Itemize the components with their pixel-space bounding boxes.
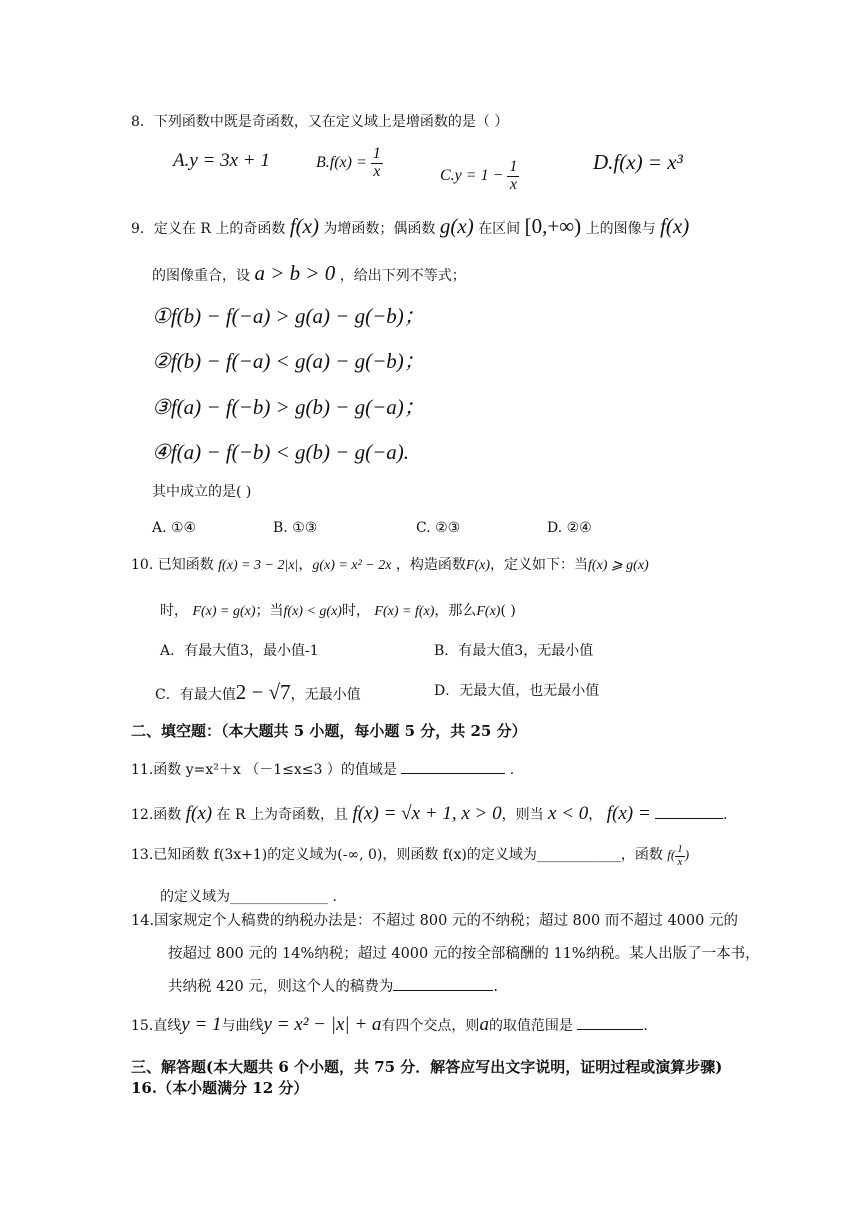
q14-line-1: 14.国家规定个人稿费的纳税办法是：不超过 800 元的不纳税；超过 800 而不超过 4000 元的 <box>131 913 738 929</box>
q15-text-d: 的取值范围是 <box>488 1018 573 1034</box>
q10-text-h: ( ) <box>500 603 516 619</box>
q10-text-a: 10. 已知函数 <box>131 557 214 573</box>
q12-condition: f(x) = √x + 1, x > 0 <box>352 803 502 824</box>
q12-text-c: ，则当 <box>501 807 544 823</box>
q10-option-a: A．有最大值3，最小值-1 <box>160 643 319 659</box>
q11-answer-blank[interactable] <box>401 773 505 774</box>
q9-line-2 <box>152 261 466 286</box>
q10-case-2: F(x) = f(x) <box>374 604 435 619</box>
q8-option-b-fraction <box>371 146 383 181</box>
q13-f-of-reciprocal <box>667 843 690 868</box>
q12-text-b: 在 R 上为奇函数，且 <box>216 807 348 823</box>
q13-line-1 <box>131 844 689 868</box>
q12-text-a: 12.函数 <box>131 807 182 823</box>
q9-text-a: 9．定义在 R 上的奇函数 <box>131 221 286 237</box>
q8-option-c <box>440 159 519 194</box>
q15-var: a <box>479 1014 489 1035</box>
q9-condition: a > b > 0 <box>254 261 336 285</box>
q14-text: 共纳税 420 元，则这个人的稿费为 <box>168 979 394 995</box>
q8-stem: 8．下列函数中既是奇函数，又在定义域上是增函数的是（ ） <box>131 114 509 130</box>
q9-fx: f(x) <box>289 214 319 238</box>
numerator: 1 <box>372 145 381 162</box>
q9-interval: [0,+∞) <box>524 214 582 238</box>
q10-option-c <box>155 680 361 705</box>
q13-line-2: 的定义域为______________ . <box>160 889 337 905</box>
q9-line-1 <box>131 214 689 239</box>
q15-curve-eq: y = x² − |x| + a <box>263 1014 382 1035</box>
q10-option-c-prefix: C．有最大值 <box>155 687 236 703</box>
q15-text-c: 有四个交点，则 <box>381 1018 480 1034</box>
q12-tail: . <box>723 807 728 823</box>
q14-line-3 <box>168 979 498 996</box>
q9-option-b: B. ①③ <box>273 520 318 536</box>
q12-condition-2: x < 0 <box>548 803 589 824</box>
q10-Fx-2: F(x) <box>476 604 501 619</box>
q10-option-b: B．有最大值3，无最小值 <box>434 643 594 659</box>
q15-answer-blank[interactable] <box>577 1029 643 1030</box>
numerator: 1 <box>509 158 518 175</box>
q8-option-a: A.y = 3x + 1 <box>173 150 270 171</box>
q9-inequality-4: ④f(a) − f(−b) < g(b) − g(−a). <box>152 440 410 464</box>
q10-sep: ， <box>298 557 313 573</box>
q16-heading: 16.（本小题满分 12 分） <box>131 1079 309 1097</box>
q15-text-b: 与曲线 <box>221 1018 264 1034</box>
denominator: x <box>373 162 381 180</box>
q15 <box>131 1014 648 1037</box>
q8-option-c-prefix: C.y = 1 − <box>440 166 504 184</box>
q8-option-c-fraction <box>507 159 519 194</box>
q8-option-b <box>316 146 383 181</box>
q12-answer-blank[interactable] <box>655 818 723 819</box>
q9-text-f: ，给出下列不等式； <box>339 268 466 284</box>
q11-tail: . <box>505 762 515 778</box>
q9-question: 其中成立的是( ) <box>152 484 252 500</box>
q15-text-a: 15.直线 <box>131 1018 182 1034</box>
q10-f-def: f(x) = 3 − 2|x| <box>218 558 299 573</box>
q10-option-d: D．无最大值，也无最小值 <box>434 683 600 699</box>
q10-text-g: ，那么 <box>434 603 477 619</box>
q13-text-a: 13.已知函数 f(3x+1)的定义域为(-∞, 0)，则函数 f(x)的定义域为____________，函数 <box>131 847 663 864</box>
q9-text-c: 在区间 <box>478 221 521 237</box>
denominator: x <box>509 175 517 193</box>
q10-line-1 <box>131 557 649 575</box>
q10-cond-1: f(x) ⩾ g(x) <box>588 558 649 573</box>
q8-option-b-prefix: B.f(x) = <box>316 153 367 171</box>
q9-text-d: 上的图像与 <box>585 221 656 237</box>
denominator: x <box>677 855 683 868</box>
q13-f-post: ) <box>684 847 690 863</box>
q13-fraction <box>675 844 685 868</box>
q9-gx: g(x) <box>439 214 474 238</box>
q15-line-eq: y = 1 <box>181 1014 222 1035</box>
q8-option-d: D.f(x) = x³ <box>593 150 683 174</box>
q10-text-c: ，定义如下：当 <box>490 557 589 573</box>
q13-f-pre: f( <box>667 847 676 863</box>
q9-option-c: C. ②③ <box>416 520 461 536</box>
q9-inequality-1: ①f(b) − f(−a) > g(a) − g(−b)； <box>152 304 425 328</box>
q12-fx: f(x) <box>185 803 213 824</box>
section-2-heading: 二、填空题：（本大题共 5 小题，每小题 5 分，共 25 分） <box>131 722 527 740</box>
q9-option-a: A. ①④ <box>152 520 197 536</box>
q9-inequality-3: ③f(a) − f(−b) > g(b) − g(−a)； <box>152 395 425 419</box>
q14-tail: . <box>493 979 499 995</box>
q15-tail: . <box>643 1018 648 1034</box>
q9-fx-2: f(x) <box>660 214 690 238</box>
q12 <box>131 803 728 826</box>
q10-text-f: 时， <box>341 603 370 619</box>
q10-text-e: ；当 <box>255 603 284 619</box>
q9-text-b: 为增函数；偶函数 <box>323 221 436 237</box>
q11 <box>131 762 514 779</box>
q10-text-d: 时， <box>160 603 188 619</box>
q10-line-2 <box>160 603 516 621</box>
q11-text: 11.函数 y=x²＋x （－1≤x≤3 ）的值域是 <box>131 762 397 778</box>
q9-text-e: 的图像重合，设 <box>152 268 250 284</box>
q10-option-c-math: 2 − √7 <box>235 680 291 704</box>
q10-text-b: ，构造函数 <box>395 557 466 573</box>
q14-answer-blank[interactable] <box>393 990 493 991</box>
numerator: 1 <box>677 843 683 855</box>
q14-line-2: 按超过 800 元的 14%纳税；超过 4000 元的按全部稿酬的 11%纳税。某人出版了一本书， <box>168 946 760 962</box>
q10-Fx: F(x) <box>465 558 491 573</box>
q10-case-1: F(x) = g(x) <box>192 604 256 619</box>
q10-cond-2: f(x) < g(x) <box>283 604 342 619</box>
q12-text-d: ， <box>588 807 603 823</box>
q9-inequality-2: ②f(b) − f(−a) < g(a) − g(−b)； <box>152 349 425 373</box>
q9-option-d: D. ②④ <box>547 520 592 536</box>
section-3-heading: 三、解答题(本大题共 6 个小题，共 75 分．解答应写出文字说明，证明过程或演算步骤) <box>131 1058 723 1076</box>
q10-option-c-suffix: ，无最小值 <box>290 687 361 703</box>
q12-fx-2: f(x) = <box>606 803 651 824</box>
q10-g-def: g(x) = x² − 2x <box>312 558 392 573</box>
